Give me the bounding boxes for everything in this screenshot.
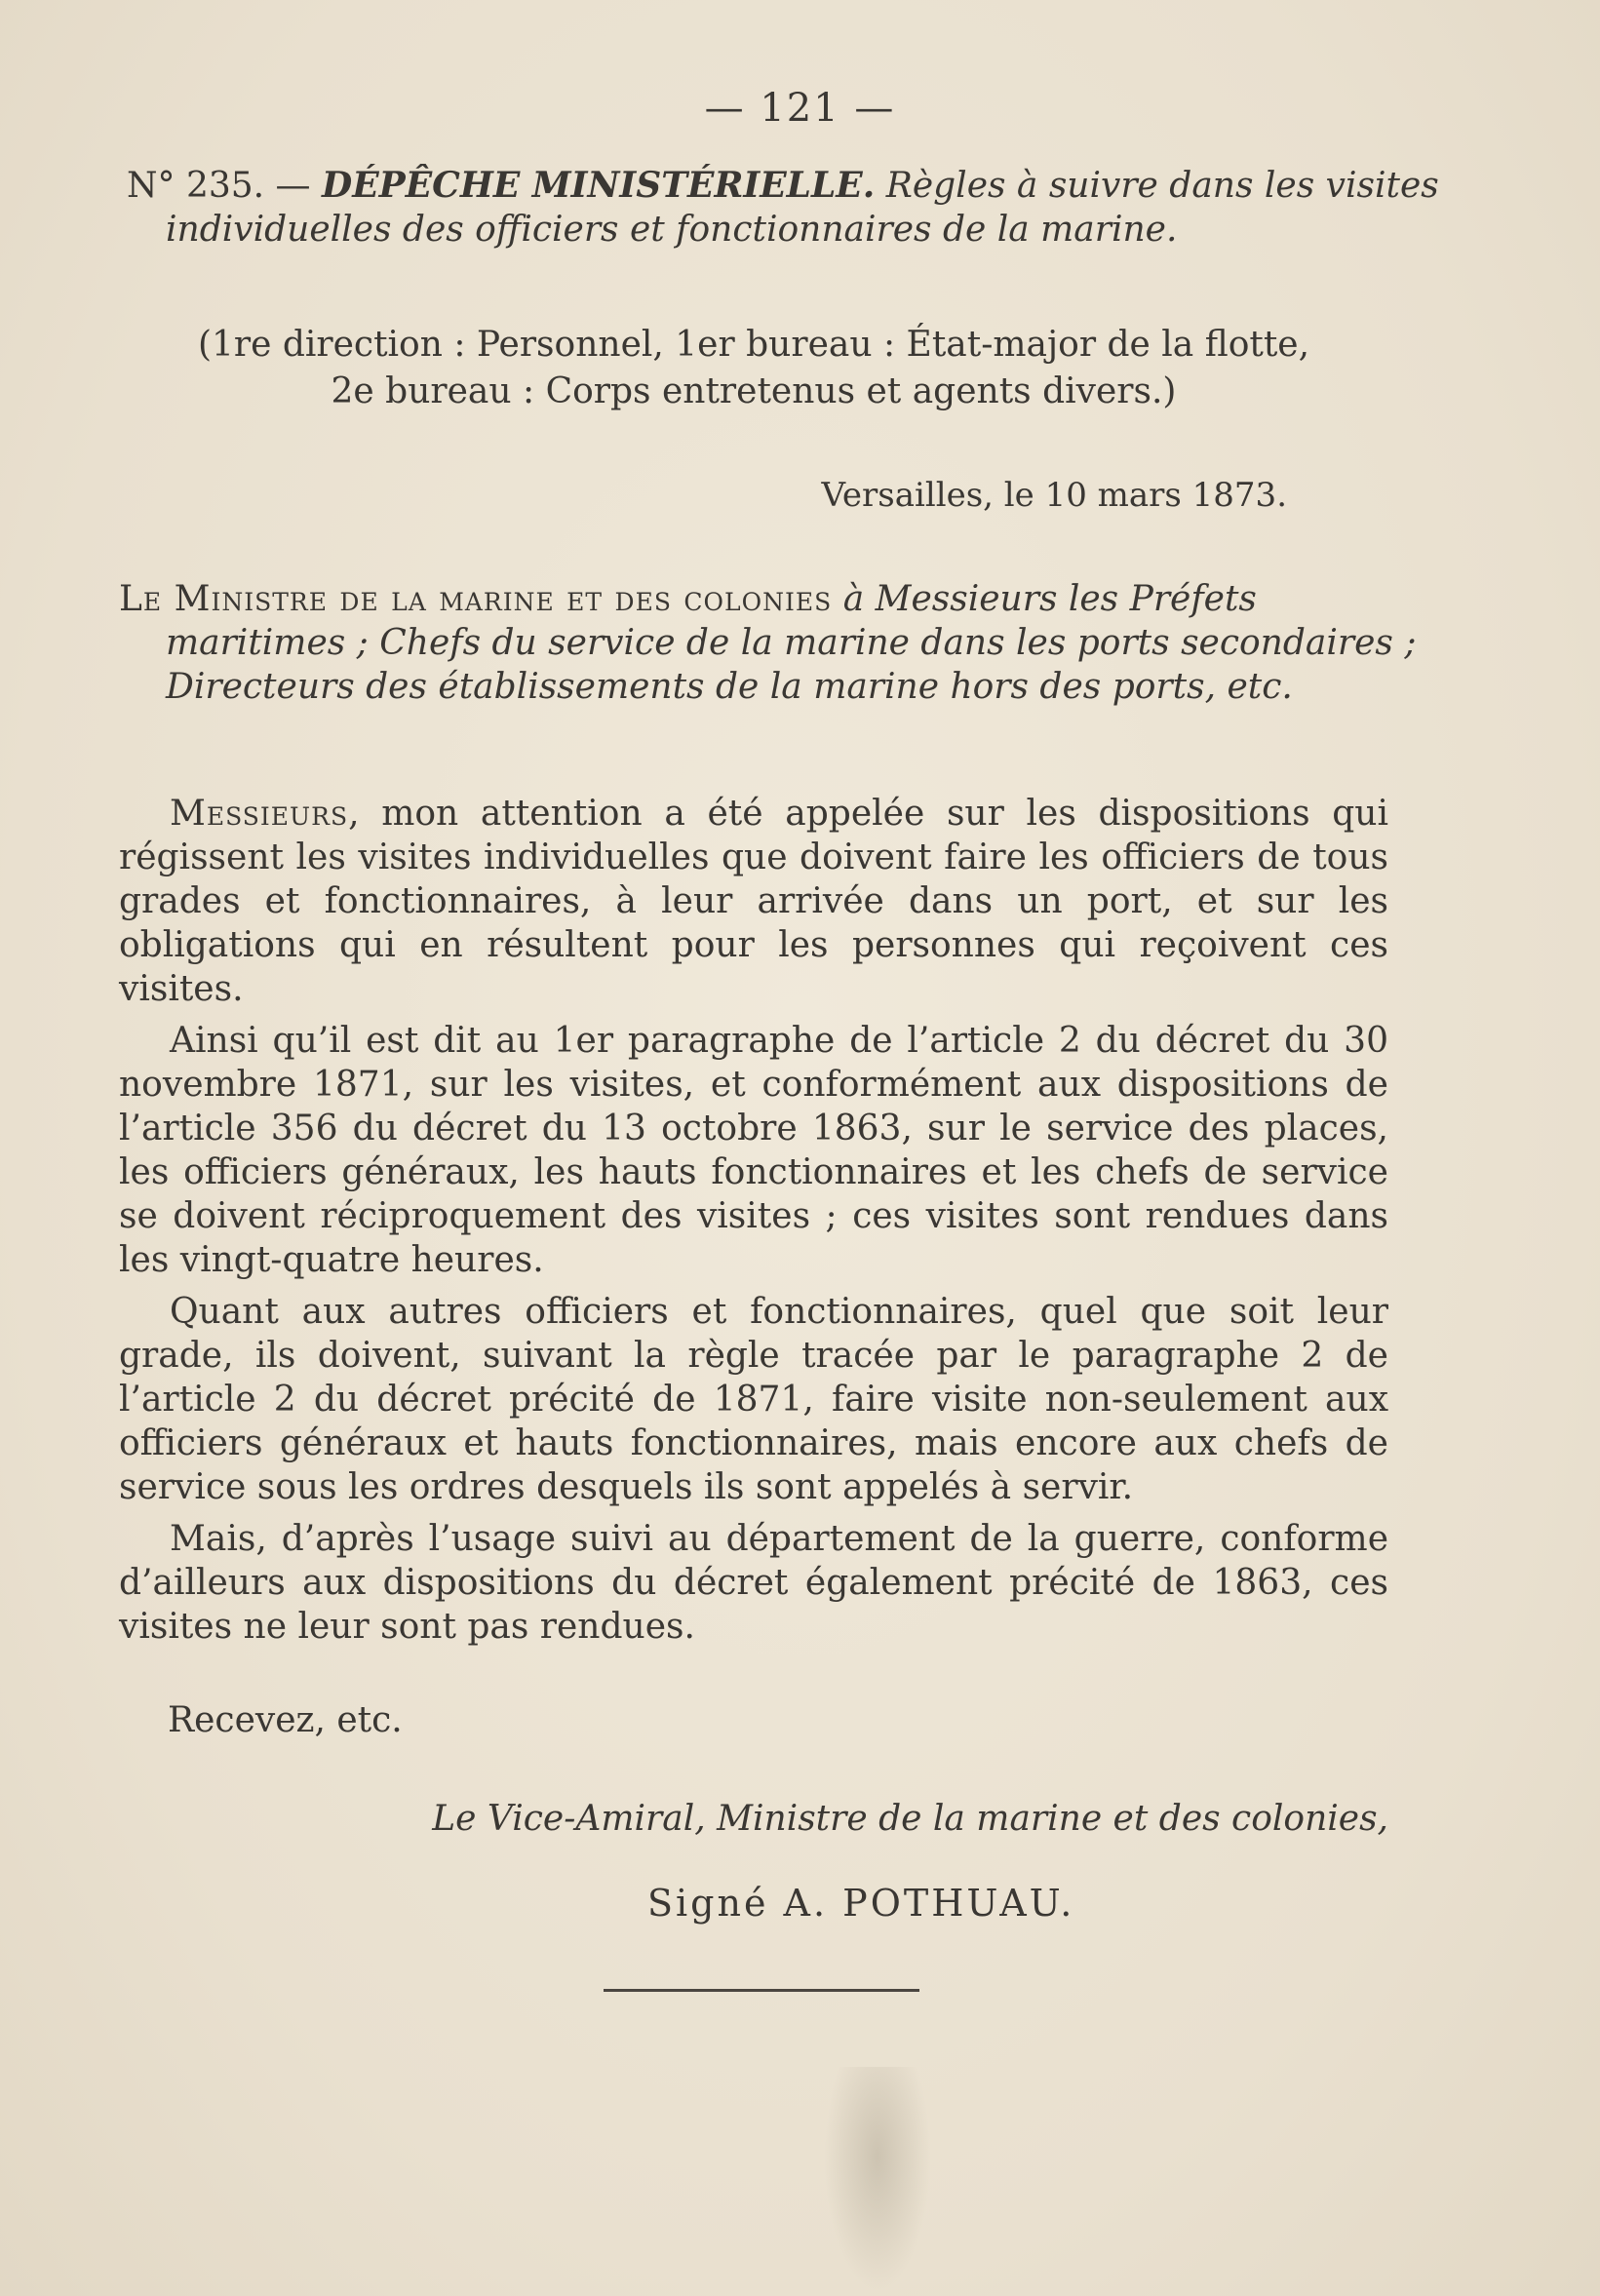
paragraph-1-text: , mon attention a été appelée sur les dispositions qui régissent les visites individuelles que doivent faire les officiers de tous grades et fonctionnaires, à leur arrivée dans un port, et sur les obligations qui en résultent pour les personnes qui reçoivent ces visites. [119,794,1388,1009]
recipients: à Messieurs les Préfets maritimes ; Chefs du service de la marine dans les ports secondaires ; Directeurs des établissements de la marine hors des ports, etc. [166,579,1417,707]
document-subject: Règles à suivre dans les visites individuelles des officiers et fonctionnaires de la marine. [166,166,1439,250]
letter-body [119,792,1388,1656]
page-number: — 121 — [704,86,896,131]
direction-info [119,322,1388,415]
direction-line-1: (1re direction : Personnel, 1er bureau : État-major de la flotte, [197,325,1310,365]
sender: Le Ministre de la marine et des colonies [119,579,833,619]
paragraph-4: Mais, d’après l’usage suivi au département de la guerre, conforme d’ailleurs aux dispositions du décret également précité de 1863, ces visites ne leur sont pas rendues. [119,1519,1388,1647]
document-heading [119,164,1505,252]
direction-line-2: 2e bureau : Corps entretenus et agents divers.) [331,371,1177,411]
address-block [119,577,1435,709]
paper-stain [824,2067,931,2291]
dateline: Versailles, le 10 mars 1873. [821,476,1287,515]
paragraph-1 [119,792,1388,1011]
end-rule [604,1989,919,1992]
document-number: N° 235. — [127,166,311,206]
paragraph-3: Quant aux autres officiers et fonctionnaires, quel que soit leur grade, ils doivent, suivant la règle tracée par le paragraphe 2 de l’article 2 du décret précité de 1871, faire visite non-seulement aux officiers généraux et hauts fonctionnaires, mais encore aux chefs de service sous les ordres desquels ils sont appelés à servir. [119,1292,1388,1507]
document-title: DÉPÊCHE MINISTÉRIELLE. [322,165,876,206]
signature-title: Le Vice-Amiral, Ministre de la marine et des colonies, [432,1799,1388,1839]
salutation: Messieurs [170,794,349,834]
signature-name: Signé A. POTHUAU. [647,1882,1075,1925]
closing: Recevez, etc. [168,1700,403,1740]
paragraph-2: Ainsi qu’il est dit au 1er paragraphe de l’article 2 du décret du 30 novembre 1871, sur les visites, et conformément aux dispositions de l’article 356 du décret du 13 octobre 1863, sur le service des places, les officiers généraux, les hauts fonctionnaires et les chefs de service se doivent réciproquement des visites ; ces visites sont rendues dans les vingt-quatre heures. [119,1021,1388,1280]
